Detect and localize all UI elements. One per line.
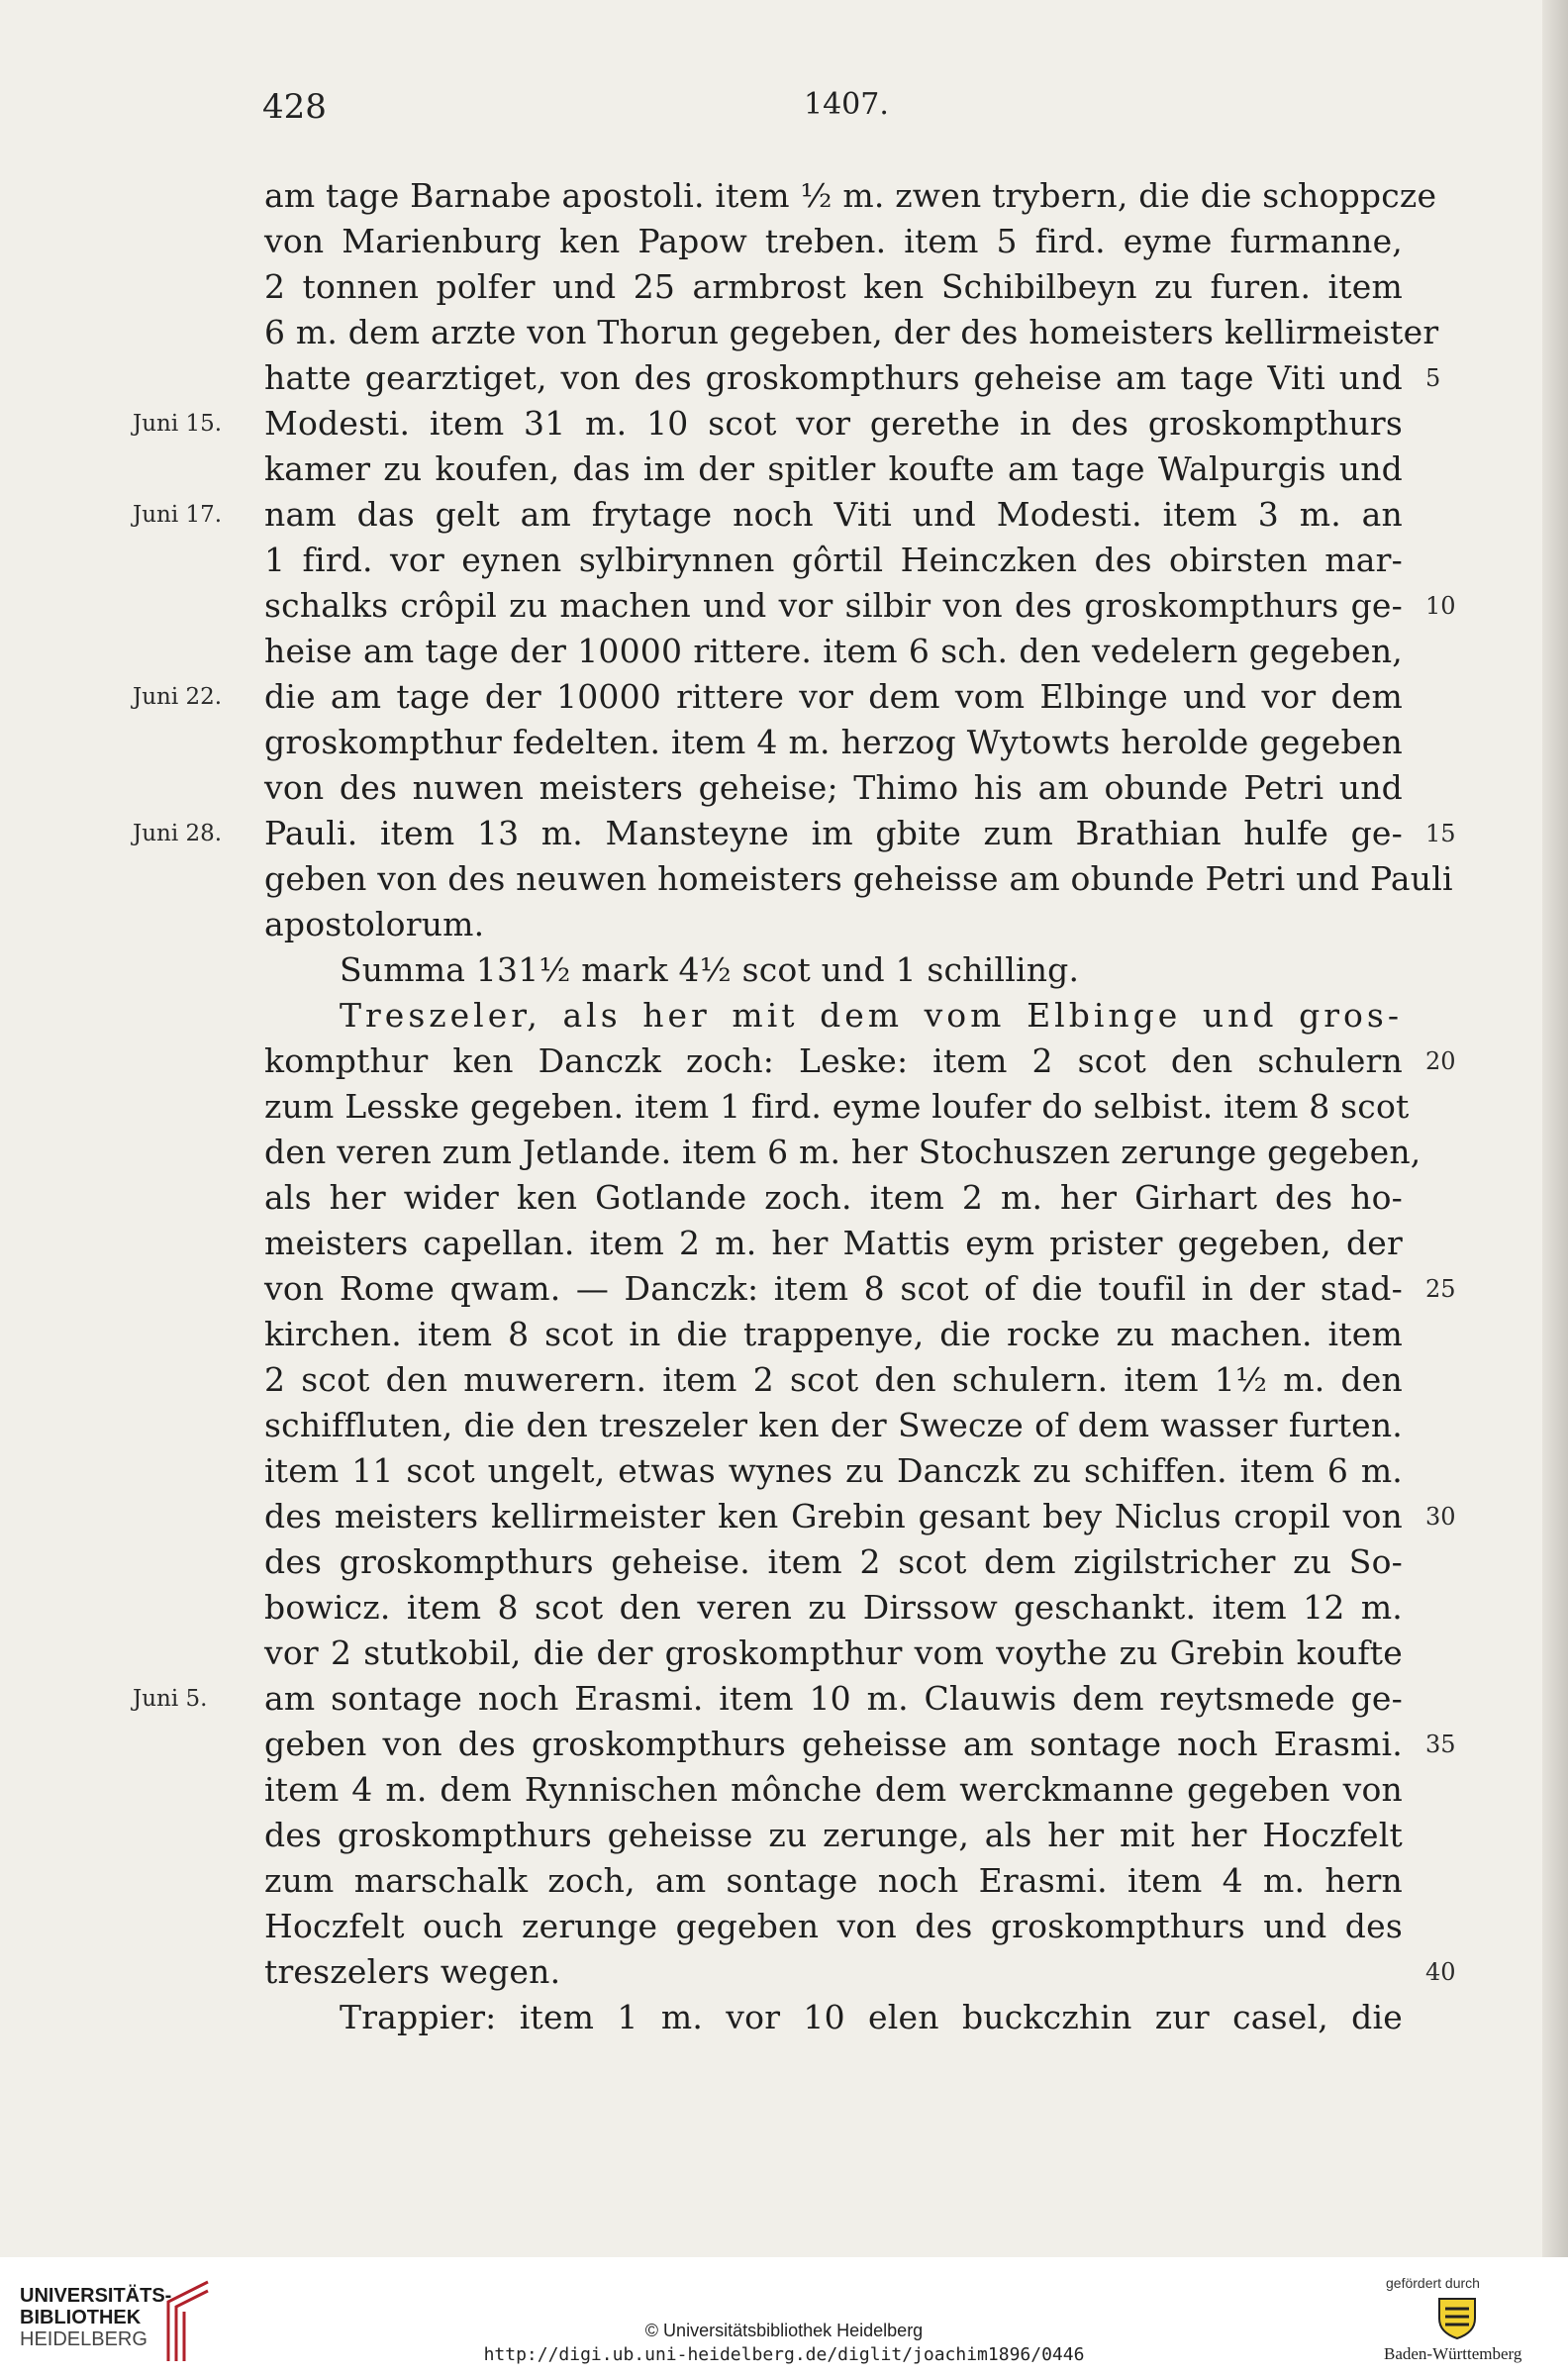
text-line: item 4 m. dem Rynnischen mônche dem werckmanne gegeben von	[264, 1770, 1403, 1809]
running-head-year: 1407.	[804, 87, 889, 122]
text-line: meisters capellan. item 2 m. her Mattis eym prister gegeben, der	[264, 1224, 1403, 1262]
sponsor-name: Baden-Württemberg	[1384, 2344, 1522, 2363]
text-line: Hoczfelt ouch zerunge gegeben von des groskompthurs und des	[264, 1907, 1403, 1945]
text-line: von Rome qwam. — Danczk: item 8 scot of die toufil in der stad-	[264, 1269, 1403, 1308]
section-heading-line: Trappier: item 1 m. vor 10 elen buckczhin zur casel, die	[340, 1998, 1403, 2036]
margin-date: Juni 28.	[133, 821, 223, 846]
text-line: kamer zu koufen, das im der spitler koufte am tage Walpurgis und	[264, 449, 1403, 488]
text-line: von des nuwen meisters geheise; Thimo his am obunde Petri und	[264, 768, 1403, 807]
text-line: zum Lesske gegeben. item 1 fird. eyme loufer do selbist. item 8 scot	[264, 1087, 1410, 1126]
page-number: 428	[262, 87, 327, 127]
text-line: Modesti. item 31 m. 10 scot vor gerethe in des groskompthurs	[264, 404, 1403, 443]
line-number: 35	[1425, 1731, 1456, 1758]
text-line: kirchen. item 8 scot in die trappenye, die rocke zu machen. item	[264, 1315, 1403, 1353]
line-number: 25	[1425, 1275, 1456, 1303]
library-name-line: HEIDELBERG	[20, 2328, 147, 2350]
text-line: am sontage noch Erasmi. item 10 m. Clauwis dem reytsmede ge-	[264, 1679, 1403, 1718]
line-number: 5	[1425, 364, 1441, 392]
text-line: item 11 scot ungelt, etwas wynes zu Danczk zu schiffen. item 6 m.	[264, 1451, 1403, 1490]
text-line: nam das gelt am frytage noch Viti und Modesti. item 3 m. an	[264, 495, 1403, 534]
text-line: des groskompthurs geheise. item 2 scot dem zigilstricher zu So-	[264, 1542, 1403, 1581]
text-line: geben von des neuwen homeisters geheisse am obunde Petri und Pauli	[264, 859, 1453, 898]
text-line: heise am tage der 10000 rittere. item 6 sch. den vedelern gegeben,	[264, 632, 1403, 670]
line-number: 30	[1425, 1503, 1456, 1531]
margin-date: Juni 5.	[133, 1686, 208, 1712]
line-number: 40	[1425, 1958, 1456, 1986]
source-url-link[interactable]: http://digi.ub.uni-heidelberg.de/diglit/joachim1896/0446	[483, 2344, 1085, 2365]
text-line: 6 m. dem arzte von Thorun gegeben, der des homeisters kellirmeister	[264, 313, 1439, 351]
text-line: geben von des groskompthurs geheisse am sontage noch Erasmi.	[264, 1725, 1403, 1763]
text-line: bowicz. item 8 scot den veren zu Dirssow geschankt. item 12 m.	[264, 1588, 1403, 1627]
text-line: des meisters kellirmeister ken Grebin gesant bey Niclus cropil von	[264, 1497, 1403, 1535]
line-number: 10	[1425, 592, 1456, 620]
summa-line: Summa 131½ mark 4½ scot und 1 schilling.	[340, 950, 1080, 989]
line-number: 20	[1425, 1047, 1456, 1075]
text-line: apostolorum.	[264, 905, 485, 943]
text-line: groskompthur fedelten. item 4 m. herzog Wytowts herolde gegeben	[264, 723, 1403, 761]
text-line: kompthur ken Danczk zoch: Leske: item 2 scot den schulern	[264, 1041, 1403, 1080]
text-line: als her wider ken Gotlande zoch. item 2 m. her Girhart des ho-	[264, 1178, 1403, 1217]
text-line: zum marschalk zoch, am sontage noch Erasmi. item 4 m. hern	[264, 1861, 1403, 1900]
page-edge	[1542, 0, 1568, 2257]
text-line: den veren zum Jetlande. item 6 m. her Stochuszen zerunge gegeben,	[264, 1133, 1421, 1171]
text-line: hatte gearztiget, von des groskompthurs geheise am tage Viti und	[264, 358, 1403, 397]
text-line: des groskompthurs geheisse zu zerunge, als her mit her Hoczfelt	[264, 1816, 1403, 1854]
copyright-notice: © Universitätsbibliothek Heidelberg	[644, 2321, 924, 2340]
text-line: schalks crôpil zu machen und vor silbir von des groskompthurs ge-	[264, 586, 1403, 625]
margin-date: Juni 15.	[133, 411, 223, 437]
text-line: 2 scot den muwerern. item 2 scot den schulern. item 1½ m. den	[264, 1360, 1403, 1399]
text-line: 2 tonnen polfer und 25 armbrost ken Schibilbeyn zu furen. item	[264, 267, 1403, 306]
section-heading-line: Treszeler, als her mit dem vom Elbinge und gros-	[340, 996, 1403, 1035]
text-line: 1 fird. vor eynen sylbirynnen gôrtil Heinczken des obirsten mar-	[264, 541, 1403, 579]
line-number: 15	[1425, 820, 1456, 847]
text-line: von Marienburg ken Papow treben. item 5 fird. eyme furmanne,	[264, 222, 1403, 260]
text-line: treszelers wegen.	[264, 1952, 561, 1991]
text-line: am tage Barnabe apostoli. item ½ m. zwen trybern, die die schoppcze	[264, 176, 1437, 215]
sponsor-label: gefördert durch	[1386, 2275, 1480, 2291]
margin-date: Juni 17.	[133, 502, 223, 528]
text-line: vor 2 stutkobil, die der groskompthur vom voythe zu Grebin koufte	[264, 1634, 1403, 1672]
library-name-line: UNIVERSITÄTS-	[20, 2285, 172, 2307]
text-line: Pauli. item 13 m. Mansteyne im gbite zum Brathian hulfe ge-	[264, 814, 1403, 852]
text-line: schiffluten, die den treszeler ken der Swecze of dem wasser furten.	[264, 1406, 1403, 1444]
margin-date: Juni 22.	[133, 684, 223, 710]
text-line: die am tage der 10000 rittere vor dem vom Elbinge und vor dem	[264, 677, 1403, 716]
library-name-line: BIBLIOTHEK	[20, 2307, 142, 2328]
coat-of-arms-icon	[1435, 2295, 1479, 2344]
